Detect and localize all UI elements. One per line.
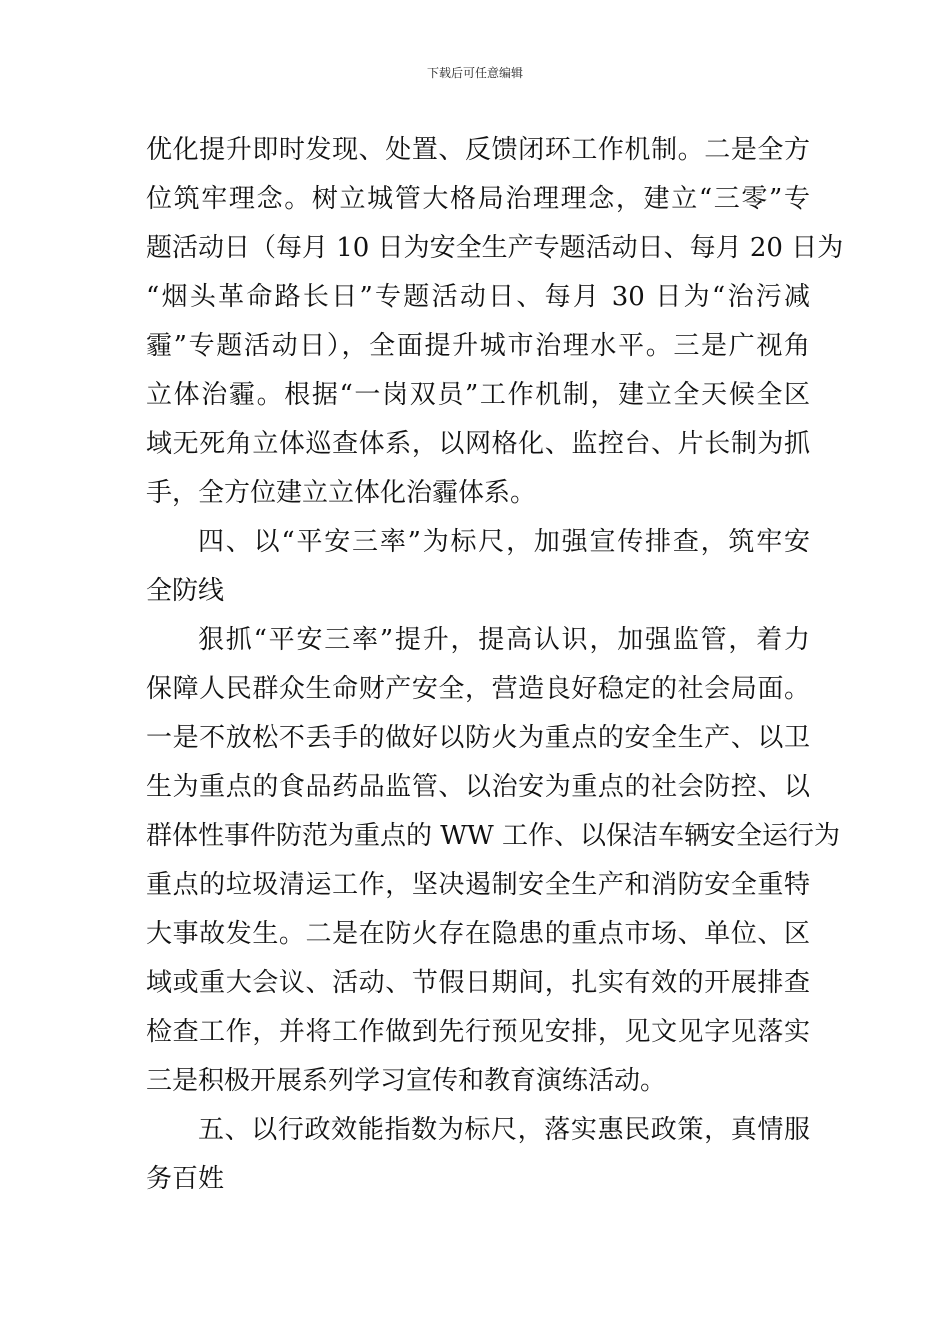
text-line: 域无死角立体巡查体系，以网格化、监控台、片长制为抓 bbox=[146, 429, 810, 459]
text-line: 优化提升即时发现、处置、反馈闭环工作机制。二是全方 bbox=[146, 135, 810, 165]
text-line: 检查工作，并将工作做到先行预见安排，见文见字见落实 bbox=[146, 1017, 810, 1047]
text-line: 大事故发生。二是在防火存在隐患的重点市场、单位、区 bbox=[146, 919, 810, 949]
text-line: 域或重大会议、活动、节假日期间，扎实有效的开展排查 bbox=[146, 968, 810, 998]
text-line: 狠抓“平安三率”提升，提高认识，加强监管，着力 bbox=[198, 625, 810, 655]
section-heading-line: 全防线 bbox=[146, 576, 225, 606]
text-line: 立体治霾。根据“一岗双员”工作机制，建立全天候全区 bbox=[146, 380, 810, 410]
text-line: “烟头革命路长日”专题活动日、每月 30 日为“治污减 bbox=[146, 282, 810, 312]
text-line: 生为重点的食品药品监管、以治安为重点的社会防控、以 bbox=[146, 772, 810, 802]
section-heading-line: 四、以“平安三率”为标尺，加强宣传排查，筑牢安 bbox=[198, 527, 810, 557]
text-line: 手，全方位建立立体化治霾体系。 bbox=[146, 478, 537, 508]
text-line: 题活动日（每月 10 日为安全生产专题活动日、每月 20 日为 bbox=[146, 233, 844, 263]
text-line: 霾”专题活动日），全面提升城市治理水平。三是广视角 bbox=[146, 331, 810, 361]
text-line: 保障人民群众生命财产安全，营造良好稳定的社会局面。 bbox=[146, 674, 810, 704]
section-heading-line: 务百姓 bbox=[146, 1164, 225, 1194]
document-body bbox=[146, 126, 844, 1204]
text-line: 一是不放松不丢手的做好以防火为重点的安全生产、以卫 bbox=[146, 723, 810, 753]
section-heading-line: 五、以行政效能指数为标尺，落实惠民政策，真情服 bbox=[198, 1115, 810, 1145]
text-line: 三是积极开展系列学习宣传和教育演练活动。 bbox=[146, 1066, 667, 1096]
text-line: 群体性事件防范为重点的 WW 工作、以保洁车辆安全运行为 bbox=[146, 821, 840, 851]
text-line: 重点的垃圾清运工作，坚决遏制安全生产和消防安全重特 bbox=[146, 870, 810, 900]
text-line: 位筑牢理念。树立城管大格局治理理念，建立“三零”专 bbox=[146, 184, 810, 214]
header-note: 下载后可任意编辑 bbox=[426, 66, 523, 80]
